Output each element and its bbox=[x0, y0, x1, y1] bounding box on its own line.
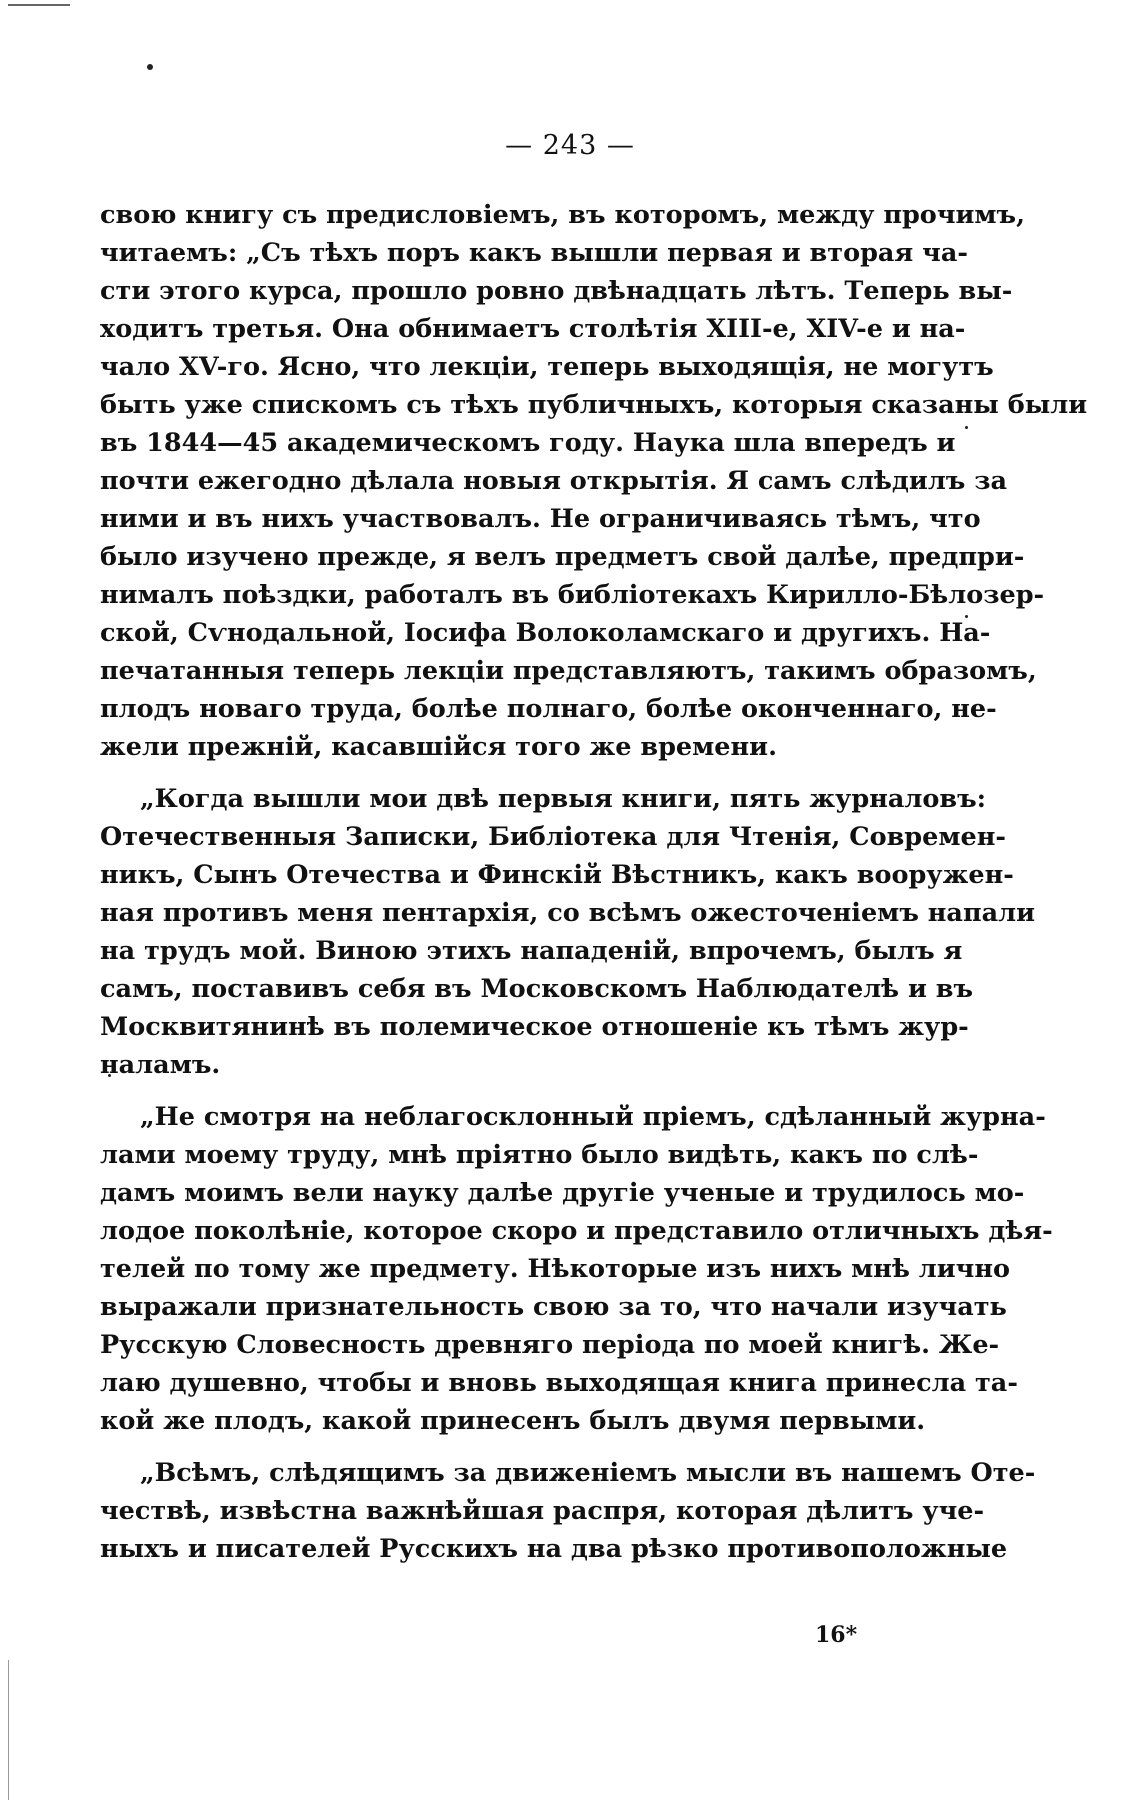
text-line: телей по тому же предмету. Нѣкоторые изъ нихъ мнѣ лично bbox=[100, 1254, 1010, 1284]
text-line: быть уже спискомъ съ тѣхъ публичныхъ, которыя сказаны были bbox=[100, 390, 1088, 420]
scan-speck bbox=[965, 426, 968, 429]
text-line: Отечественныя Записки, Библіотека для Чтенія, Современ- bbox=[100, 822, 1006, 852]
printer-signature: 16* bbox=[815, 1622, 858, 1648]
text-line: свою книгу съ предисловіемъ, въ которомъ, между прочимъ, bbox=[100, 200, 1025, 230]
text-line: ныхъ и писателей Русскихъ на два рѣзко противоположные bbox=[100, 1534, 1008, 1564]
text-line: самъ, поставивъ себя въ Московскомъ Наблюдателѣ и въ bbox=[100, 974, 974, 1004]
text-line: никъ, Сынъ Отечества и Финскій Вѣстникъ, какъ вооружен- bbox=[100, 860, 1014, 890]
text-line: лами моему труду, мнѣ пріятно было видѣть, какъ по слѣ- bbox=[100, 1140, 979, 1170]
text-line: ная противъ меня пентархія, со всѣмъ ожесточеніемъ напали bbox=[100, 898, 1036, 928]
paragraph bbox=[100, 780, 1036, 1084]
scan-speck bbox=[147, 64, 153, 70]
text-line: Русскую Словесность древняго періода по моей книгѣ. Же- bbox=[100, 1330, 1000, 1360]
text-line: ходитъ третья. Она обнимаетъ столѣтія XIII-е, XIV-е и на- bbox=[100, 314, 966, 344]
text-line: печатанныя теперь лекціи представляютъ, такимъ образомъ, bbox=[100, 656, 1037, 686]
text-line: въ 1844—45 академическомъ году. Наука шла впередъ и bbox=[100, 428, 956, 458]
text-line: „Не смотря на неблагосклонный пріемъ, сдѣланный журна- bbox=[140, 1102, 1046, 1132]
paragraph bbox=[100, 196, 1088, 766]
paragraph bbox=[100, 1454, 1036, 1568]
text-line: нималъ поѣздки, работалъ въ библіотекахъ Кирилло-Бѣлозер- bbox=[100, 580, 1045, 610]
paragraph bbox=[100, 1098, 1053, 1440]
text-line: „Когда вышли мои двѣ первыя книги, пять журналовъ: bbox=[140, 784, 987, 814]
text-line: выражали признательность свою за то, что начали изучать bbox=[100, 1292, 1007, 1322]
text-line: лодое поколѣніе, которое скоро и представило отличныхъ дѣя- bbox=[100, 1216, 1053, 1246]
body-text bbox=[100, 196, 1088, 1568]
text-line: Москвитянинѣ въ полемическое отношеніе къ тѣмъ жур- bbox=[100, 1012, 969, 1042]
text-line: кой же плодъ, какой принесенъ былъ двумя первыми. bbox=[100, 1406, 926, 1436]
text-line: жели прежній, касавшійся того же времени. bbox=[100, 732, 777, 762]
text-line: чествѣ, извѣстна важнѣйшая распря, которая дѣлитъ уче- bbox=[100, 1496, 985, 1526]
text-line: наламъ. bbox=[100, 1050, 221, 1080]
text-line: плодъ новаго труда, болѣе полнаго, болѣе оконченнаго, не- bbox=[100, 694, 997, 724]
text-line: дамъ моимъ вели науку далѣе другіе ученые и трудилось мо- bbox=[100, 1178, 1025, 1208]
top-edge-rule bbox=[8, 4, 70, 6]
text-line: „Всѣмъ, слѣдящимъ за движеніемъ мысли въ нашемъ Оте- bbox=[140, 1458, 1036, 1488]
text-line: читаемъ: „Съ тѣхъ поръ какъ вышли первая и вторая ча- bbox=[100, 238, 968, 268]
text-line: сти этого курса, прошло ровно двѣнадцать лѣтъ. Теперь вы- bbox=[100, 276, 1013, 306]
text-line: лаю душевно, чтобы и вновь выходящая книга принесла та- bbox=[100, 1368, 1018, 1398]
text-line: чало XV-го. Ясно, что лекціи, теперь выходящія, не могутъ bbox=[100, 352, 994, 382]
text-line: на трудъ мой. Виною этихъ нападеній, впрочемъ, былъ я bbox=[100, 936, 963, 966]
text-line: ской, Сѵнодальной, Іосифа Волоколамскаго и другихъ. На- bbox=[100, 618, 991, 648]
text-line: почти ежегодно дѣлала новыя открытія. Я самъ слѣдилъ за bbox=[100, 466, 1008, 496]
scan-edge-line bbox=[8, 1660, 9, 1800]
page-number: — 243 — bbox=[505, 130, 635, 161]
text-line: было изучено прежде, я велъ предметъ свой далѣе, предпри- bbox=[100, 542, 1025, 572]
text-line: ними и въ нихъ участвовалъ. Не ограничиваясь тѣмъ, что bbox=[100, 504, 981, 534]
